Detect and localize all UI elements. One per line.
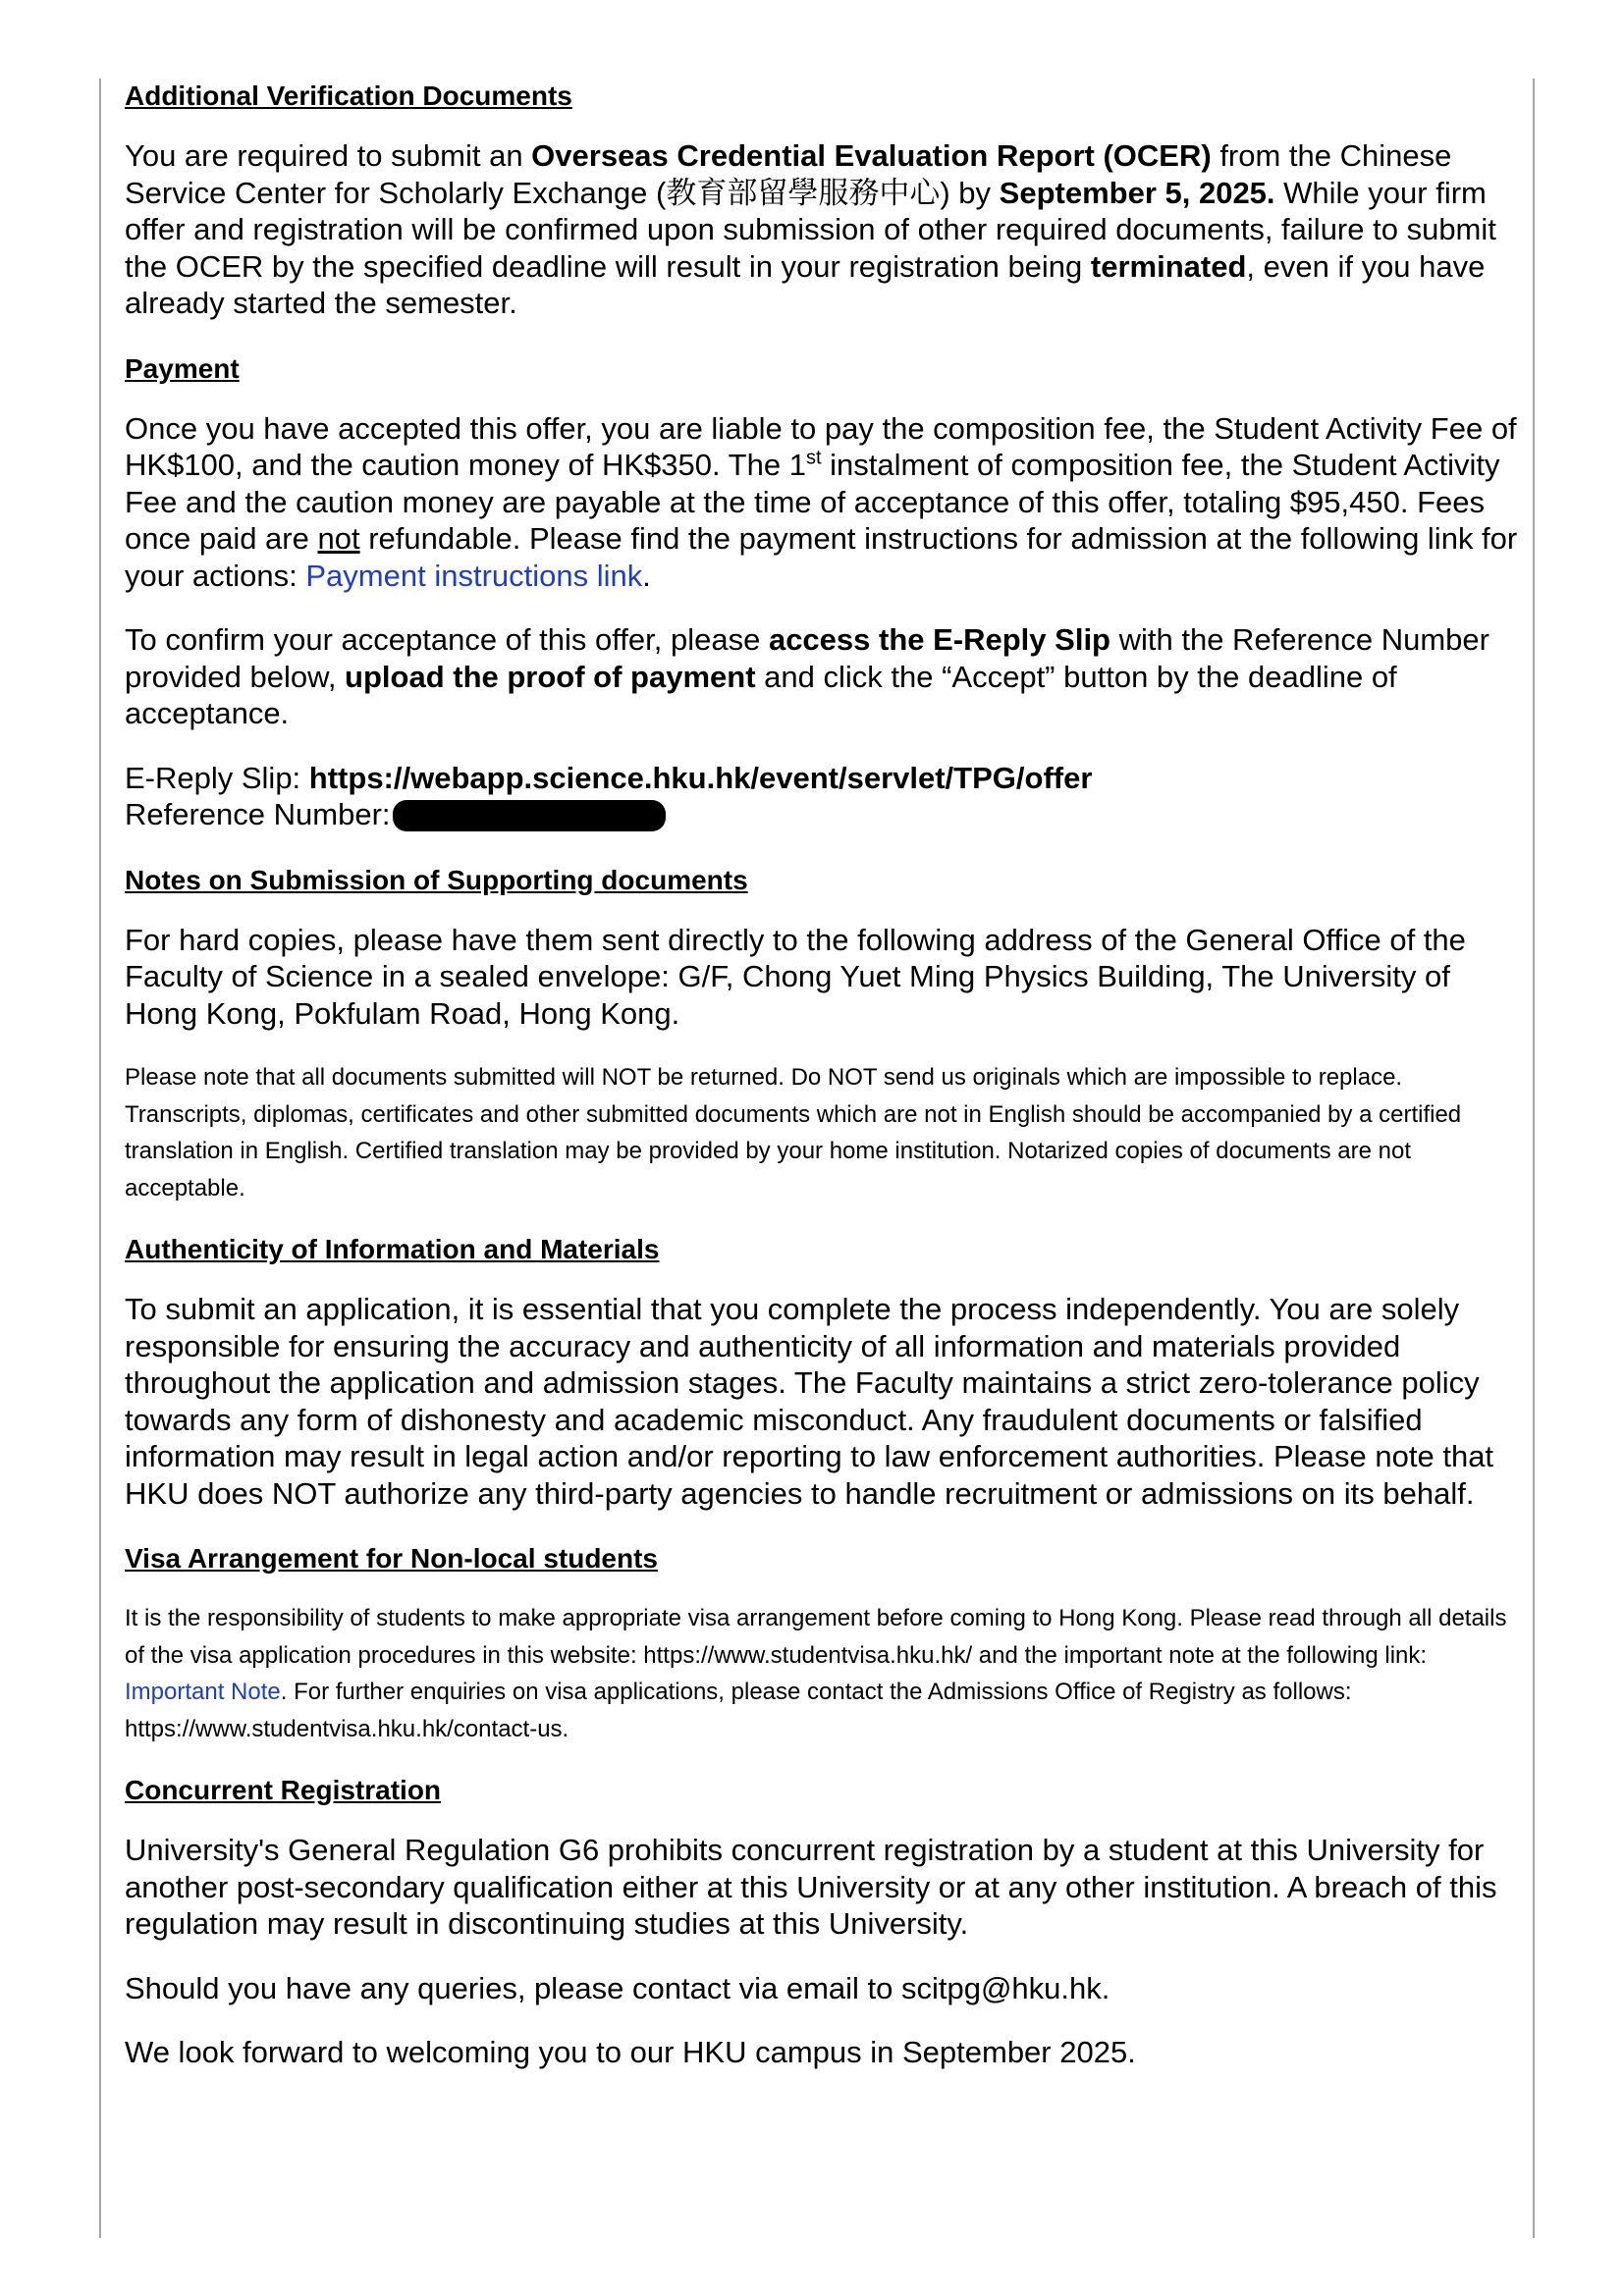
heading-payment: Payment <box>125 352 240 384</box>
heading-concurrent-registration: Concurrent Registration <box>125 1775 442 1805</box>
important-note-link[interactable]: Important Note <box>125 1679 281 1705</box>
acceptance-paragraph: To confirm your acceptance of this offer, please access the E-Reply Slip with the Reference Number provided below, upload the proof of payment and click the “Accept” button by the deadline of acceptance. <box>125 622 1489 730</box>
authenticity-paragraph: To submit an application, it is essential that you complete the process independently. You are solely responsible for ensuring the accuracy and authenticity of all information and materials provided throughout the application and admission stages. The Faculty maintains a strict zero-tolerance policy towards any form of dishonesty and academic misconduct. Any fraudulent documents or falsified information may result in legal action and/or reporting to law enforcement authorities. Please note that HKU does NOT authorize any third-party agencies to handle recruitment or admissions on its behalf. <box>125 1292 1494 1511</box>
closing-paragraph: We look forward to welcoming you to our HKU campus in September 2025. <box>125 2035 1136 2069</box>
left-margin-rule <box>99 79 101 2238</box>
visa-paragraph: It is the responsibility of students to make appropriate visa arrangement before coming to Hong Kong. Please read through all details of the visa application procedures in this website: https://www.studentvisa.hku.hk/ and the important note at the following link: Important Note. For further enquiries on visa applications, please contact the Admissions Office of Registry as follows: https://www.studentvisa.hku.hk/contact-us. <box>125 1605 1507 1742</box>
documents-note: Please note that all documents submitted will NOT be returned. Do NOT send us originals which are impossible to replace. Transcripts, diplomas, certificates and other submitted documents which are not in English should be accompanied by a certified translation in English. Certified translation may be provided by your home institution. Notarized copies of documents are not acceptable. <box>125 1064 1462 1201</box>
heading-additional-verification: Additional Verification Documents <box>125 80 572 111</box>
reference-number-label: Reference Number: <box>125 797 391 831</box>
payment-paragraph: Once you have accepted this offer, you are liable to pay the composition fee, the Student Activity Fee of HK$100, and the caution money of HK$350. The 1st instalment of composition fee, the Student Activity Fee and the caution money are payable at the time of acceptance of this offer, totaling $95,450. Fees once paid are not refundable. Please find the payment instructions for admission at the following link for your actions: Payment instructions link. <box>125 410 1518 593</box>
ereply-url[interactable]: https://webapp.science.hku.hk/event/servlet/TPG/offer <box>308 760 1093 795</box>
heading-supporting-documents: Notes on Submission of Supporting documents <box>125 864 748 895</box>
concurrent-registration-paragraph: University's General Regulation G6 prohibits concurrent registration by a student at this University for another post-secondary qualification either at this University or at any other institution. A breach of this regulation may result in discontinuing studies at this University. <box>125 1833 1497 1941</box>
queries-paragraph: Should you have any queries, please contact via email to scitpg@hku.hk. <box>125 1970 1110 2005</box>
right-margin-rule <box>1533 79 1535 2238</box>
ereply-block <box>125 760 1524 833</box>
payment-instructions-link[interactable]: Payment instructions link <box>305 558 643 593</box>
ereply-label: E-Reply Slip: <box>125 760 309 795</box>
document-body <box>125 77 1524 2071</box>
ocer-paragraph: You are required to submit an Overseas Credential Evaluation Report (OCER) from the Chinese Service Center for Scholarly Exchange (教育部留學服務中心) by September 5, 2025. While your firm offer and registration will be confirmed upon submission of other required documents, failure to submit the OCER by the specified deadline will result in your registration being terminated, even if you have already started the semester. <box>125 138 1496 320</box>
heading-authenticity: Authenticity of Information and Materials <box>125 1234 660 1264</box>
hard-copies-paragraph: For hard copies, please have them sent directly to the following address of the General Office of the Faculty of Science in a sealed envelope: G/F, Chong Yuet Ming Physics Building, The University of Hong Kong, Pokfulam Road, Hong Kong. <box>125 922 1466 1031</box>
redaction-mark <box>393 800 666 831</box>
heading-visa: Visa Arrangement for Non-local students <box>125 1543 658 1574</box>
